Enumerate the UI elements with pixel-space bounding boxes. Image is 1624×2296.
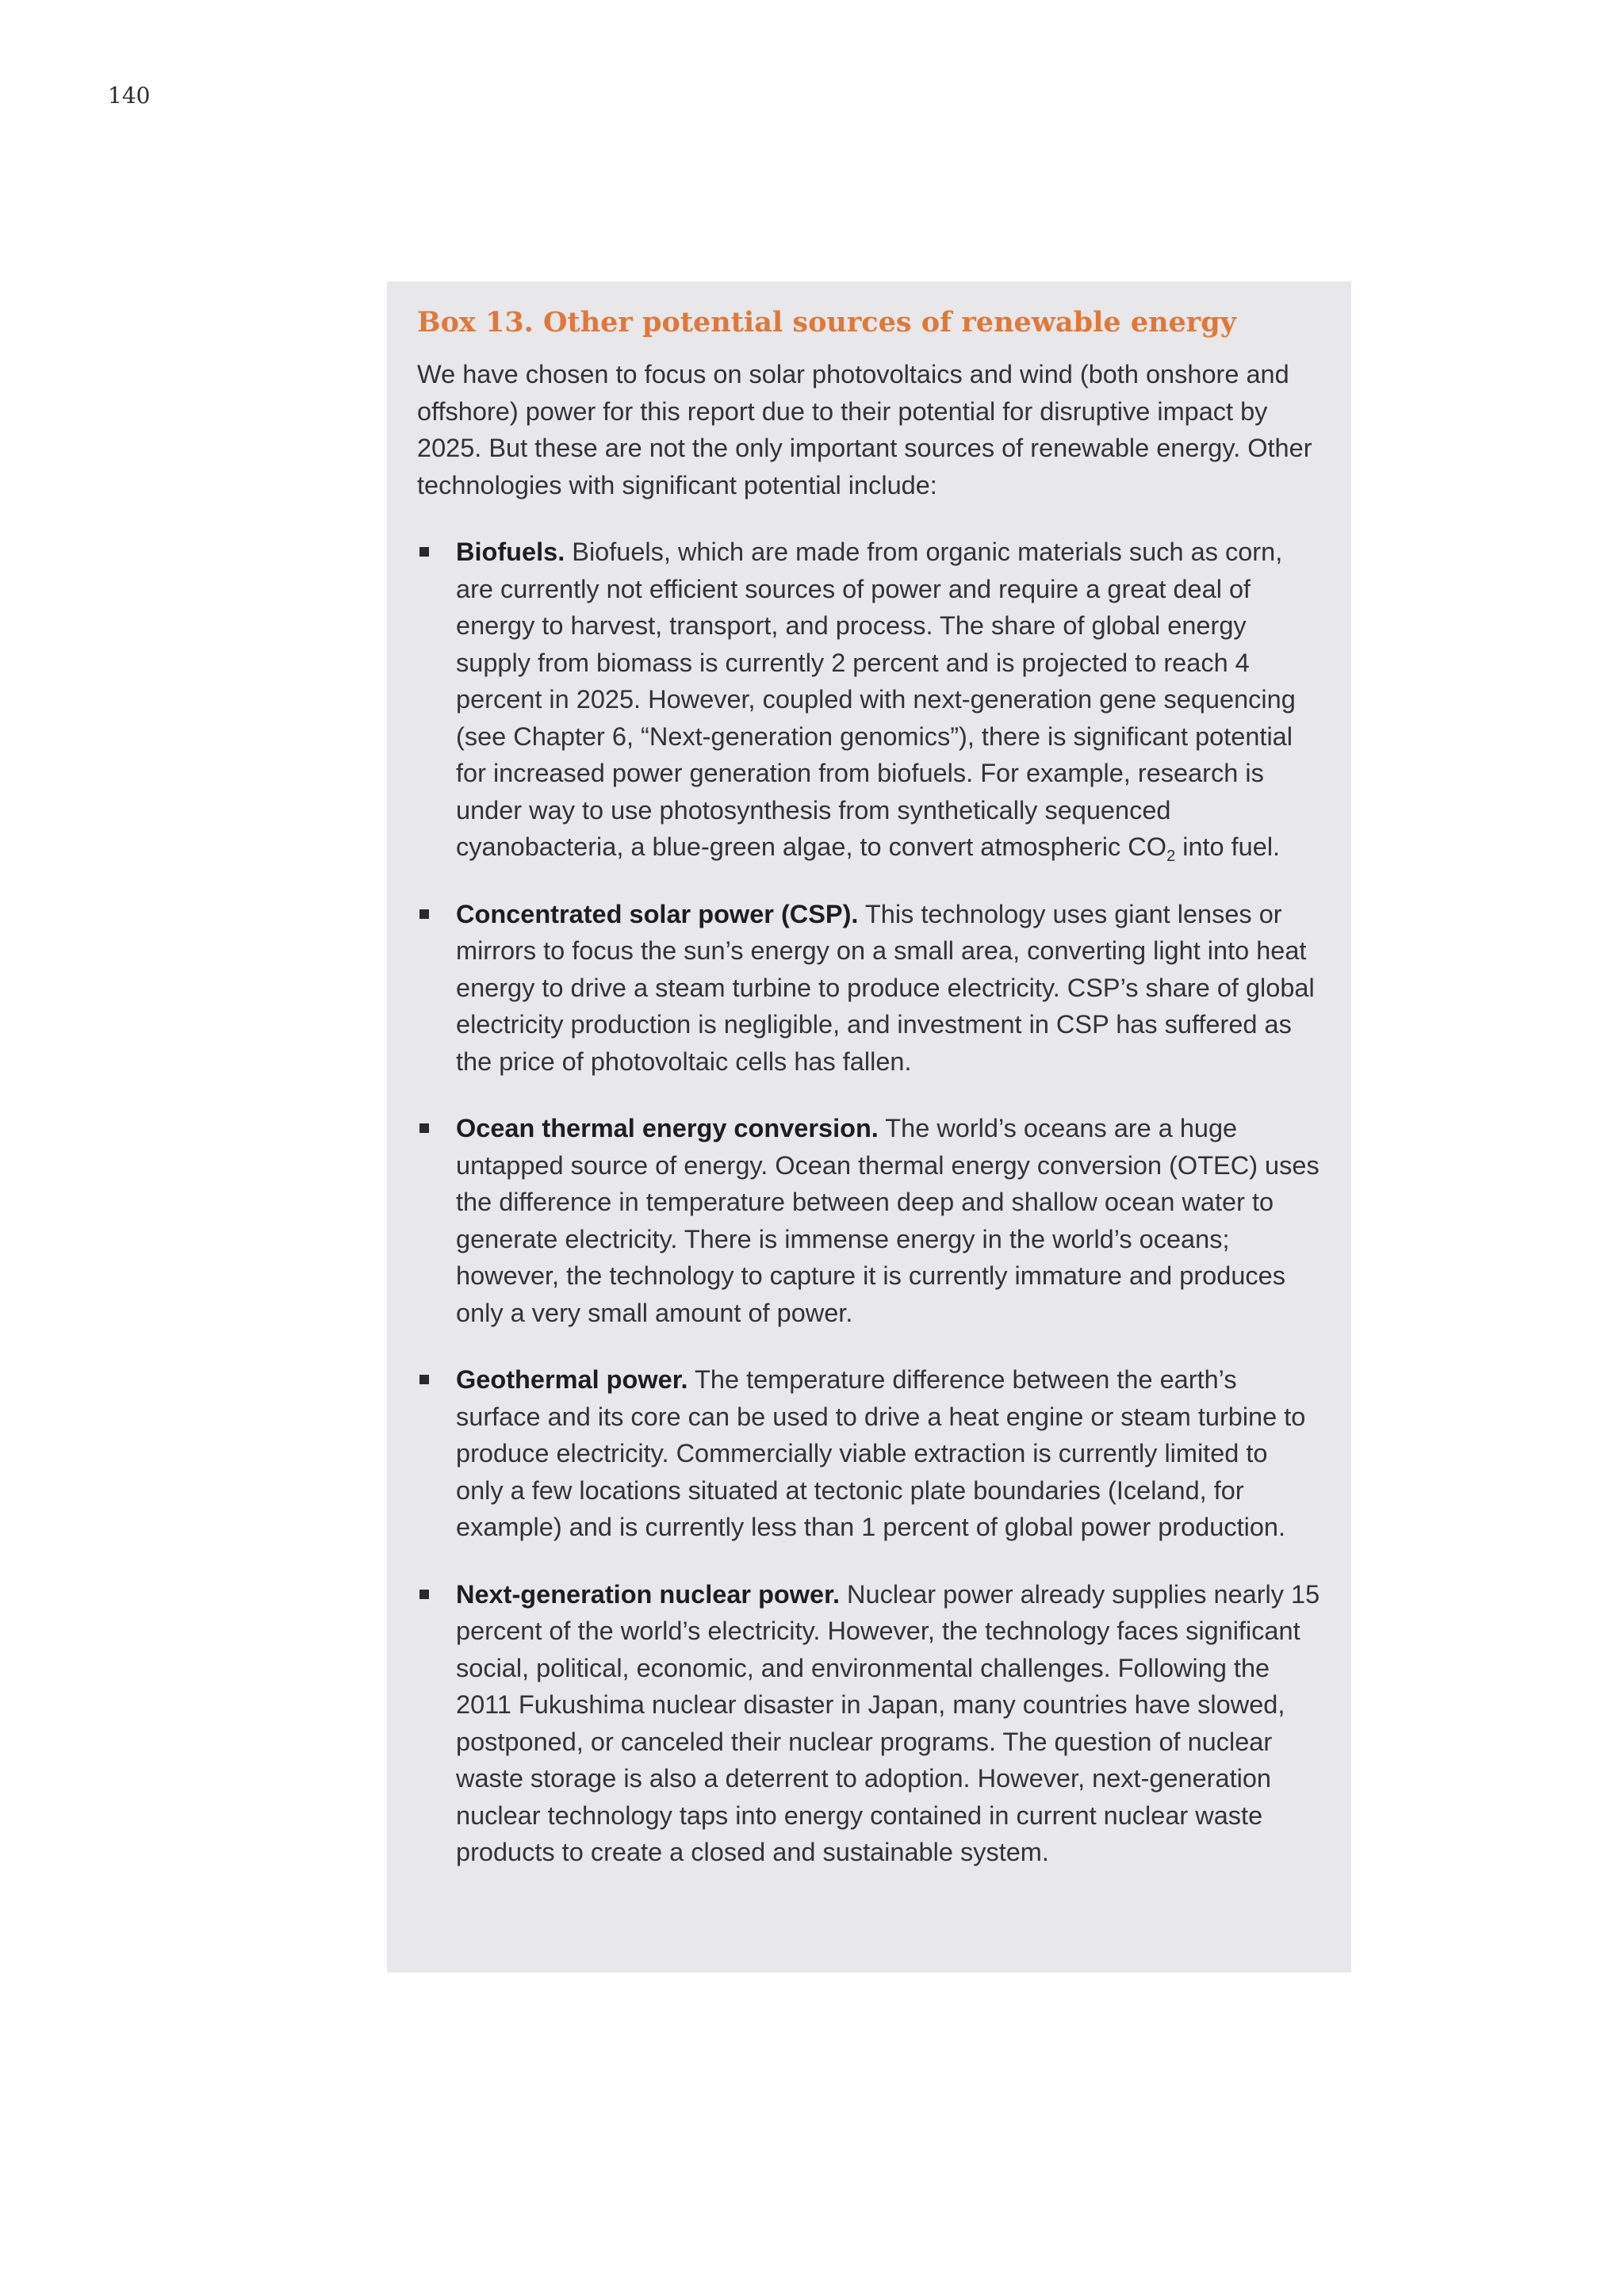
item-text: Biofuels, which are made from organic materials such as corn, are currently not efficient sources of power and require a great deal of energy to harvest, transport, and process. The share of global energy supply from biomass is currently 2 percent and is projected to reach 4 percent in 2025. However, coupled with next-generation gene sequencing (see Chapter 6, “Next-generation genomics”), there is significant potential for increased power generation from biofuels. For example, research is under way to use photosynthesis from synthetically sequenced cyanobacteria, a blue-green algae, to convert atmospheric CO — [456, 538, 1296, 861]
sidebar-box — [387, 281, 1351, 1973]
square-bullet-icon — [419, 1375, 429, 1384]
box-intro-paragraph: We have chosen to focus on solar photovoltaics and wind (both onshore and offshore) power for this report due to their potential for disruptive impact by 2025. But these are not the only important sources of renewable energy. Other technologies with significant potential include: — [417, 360, 1312, 499]
square-bullet-icon — [419, 1123, 429, 1133]
item-text: The world’s oceans are a huge untapped source of energy. Ocean thermal energy conversion (OTEC) uses the difference in temperature between deep and shallow ocean water to generate electricity. There is immense energy in the world’s oceans; however, the technology to capture it is currently immature and produces only a very small amount of power. — [456, 1114, 1320, 1327]
page-number: 140 — [108, 82, 151, 109]
square-bullet-icon — [419, 547, 429, 557]
list-item-csp — [417, 896, 1321, 1081]
list-item-ocean-thermal — [417, 1110, 1321, 1331]
box-title: Box 13. Other potential sources of renewable energy — [417, 306, 1237, 339]
item-text-after: into fuel. — [1175, 832, 1281, 861]
item-lead: Biofuels. — [456, 538, 565, 566]
list-item-geothermal — [417, 1361, 1321, 1546]
item-lead: Next-generation nuclear power. — [456, 1579, 841, 1609]
list-item-nuclear — [417, 1576, 1321, 1871]
square-bullet-icon — [419, 909, 429, 919]
item-lead: Ocean thermal energy conversion. — [456, 1114, 879, 1142]
item-text: Nuclear power already supplies nearly 15 percent of the world’s electricity. However, the technology faces significant social, political, economic, and environmental challenges. Following the 2011 Fukushima nuclear disaster in Japan, many countries have slowed, postponed, or canceled their nuclear programs. The question of nuclear waste storage is also a deterrent to adoption. However, next-generation nuclear technology taps into energy contained in current nuclear waste products to create a closed and sustainable system. — [456, 1579, 1320, 1866]
item-text: The temperature difference between the earth’s surface and its core can be used to drive a heat engine or steam turbine to produce electricity. Commercially viable extraction is currently limited to only a few locations situated at tectonic plate boundaries (Iceland, for example) and is currently less than 1 percent of global power production. — [456, 1365, 1306, 1541]
renewable-sources-list — [417, 534, 1321, 1871]
square-bullet-icon — [419, 1590, 429, 1599]
item-lead: Geothermal power. — [456, 1365, 688, 1394]
list-item-biofuels — [417, 534, 1321, 866]
item-text: This technology uses giant lenses or mirrors to focus the sun’s energy on a small area, converting light into heat energy to drive a steam turbine to produce electricity. CSP’s share of global electricity production is negligible, and investment in CSP has suffered as the price of photovoltaic cells has fallen. — [456, 899, 1315, 1076]
item-lead: Concentrated solar power (CSP). — [456, 899, 859, 928]
subscript: 2 — [1166, 848, 1176, 865]
